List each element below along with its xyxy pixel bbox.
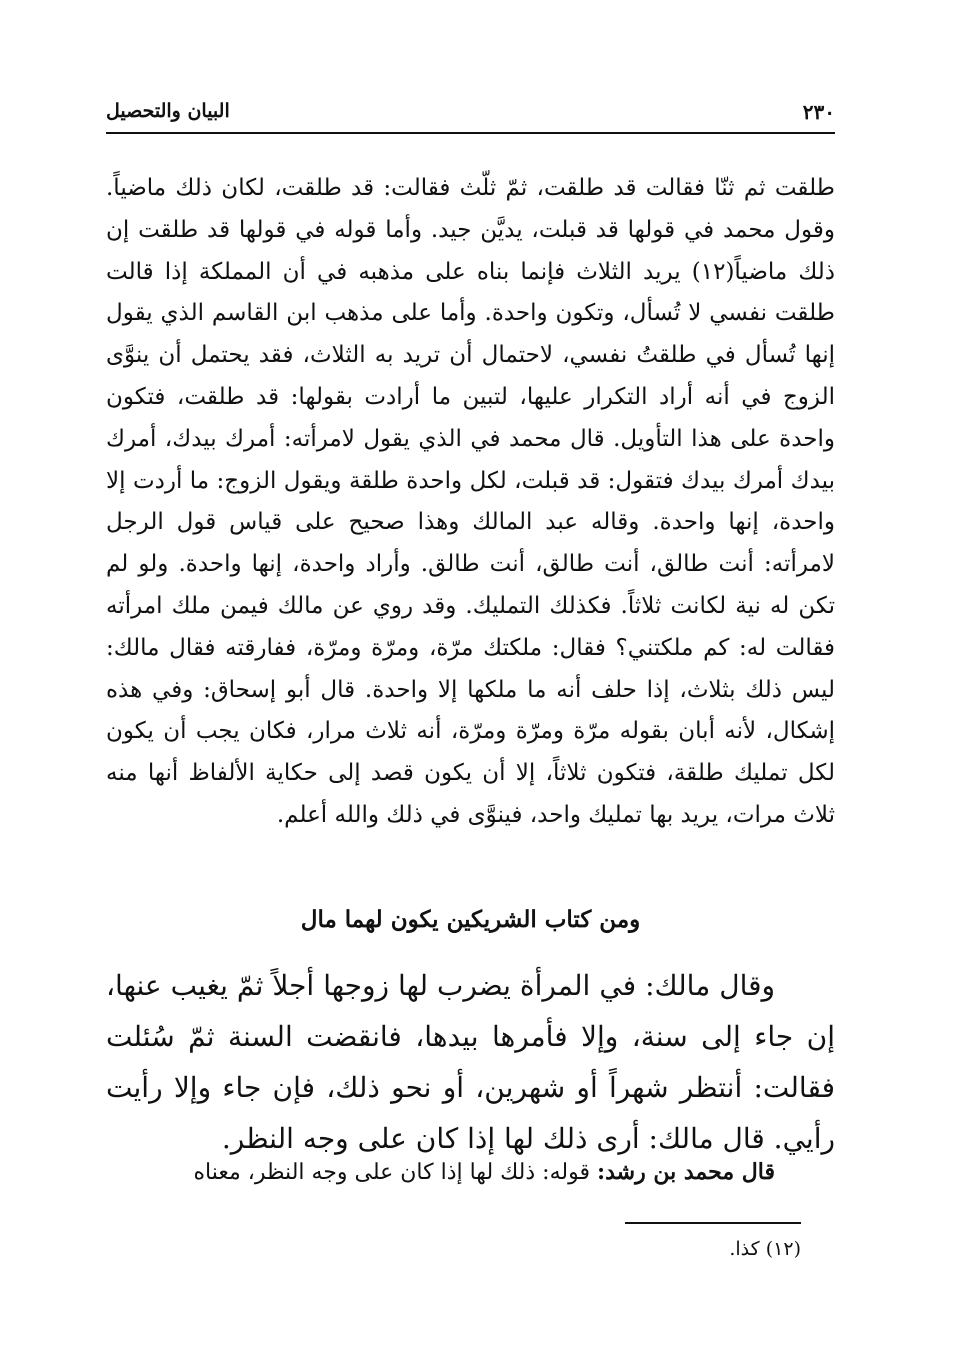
page-number: ٢٣٠ (802, 100, 835, 124)
page-header (106, 96, 835, 134)
section-heading: ومن كتاب الشريكين يكون لهما مال (300, 906, 641, 933)
quote-paragraph: وقال مالك: في المرأة يضرب لها زوجها أجلاً ثمّ يغيب عنها، إن جاء إلى سنة، وإلا فأمرها بيدها، فانقضت السنة ثمّ سُئلت فقالت: أنتظر شهراً أو شهرين، أو نحو ذلك، فإن جاء وإلا رأيت رأيي. قال مالك: أرى ذلك لها إذا كان على وجه النظر. (106, 969, 835, 1155)
commentary-text: قوله: ذلك لها إذا كان على وجه النظر، معناه (193, 1160, 597, 1185)
commentary-speaker: قال محمد بن رشد: (596, 1159, 775, 1185)
footnote-divider (625, 1222, 801, 1224)
footnote: (١٢) كذا. (729, 1238, 801, 1260)
book-title: البيان والتحصيل (106, 100, 230, 122)
main-text (106, 168, 835, 837)
commentary (106, 1152, 835, 1193)
quoted-text (106, 960, 835, 1164)
main-paragraph: طلقت ثم ثنّا فقالت قد طلقت، ثمّ ثلّث فقالت: قد طلقت، لكان ذلك ماضياً. وقول محمد في قولها قد قبلت، يديَّن جيد. وأما قوله في قولها قد طلقت إن ذلك ماضياً(١٢) يريد الثلاث فإنما بناه على مذهبه في أن المملكة إذا قالت طلقت نفسي لا تُسأل، وتكون واحدة. وأما على مذهب ابن القاسم الذي يقول إنها تُسأل في طلقتُ نفسي، لاحتمال أن تريد به الثلاث، فقد يحتمل أن ينوَّى الزوج في أنه أراد التكرار عليها، لتبين ما أرادت بقولها: قد طلقت، فتكون واحدة على هذا التأويل. قال محمد في الذي يقول لامرأته: أمرك بيدك، أمرك بيدك أمرك بيدك فتقول: قد قبلت، لكل واحدة طلقة ويقول الزوج: ما أردت إلا واحدة، إنها واحدة. وقاله عبد المالك وهذا صحيح على قياس قول الرجل لامرأته: أنت طالق، أنت طالق، أنت طالق. وأراد واحدة، إنها واحدة. ولو لم تكن له نية لكانت ثلاثاً. فكذلك التمليك. وقد روي عن مالك فيمن ملك امرأته فقالت له: كم ملكتني؟ فقال: ملكتك مرّة، ومرّة ومرّة، ففارقته فقال مالك: ليس ذلك بثلاث، إذا حلف أنه ما ملكها إلا واحدة. قال أبو إسحاق: وفي هذه إشكال، لأنه أبان بقوله مرّة ومرّة ومرّة، أنه ثلاث مرار، فكان يجب أن يكون لكل تمليك طلقة، فتكون ثلاثاً، إلا أن يكون قصد إلى حكاية الألفاظ أنها منه ثلاث مرات، يريد بها تمليك واحد، فينوَّى في ذلك والله أعلم. (106, 175, 835, 828)
